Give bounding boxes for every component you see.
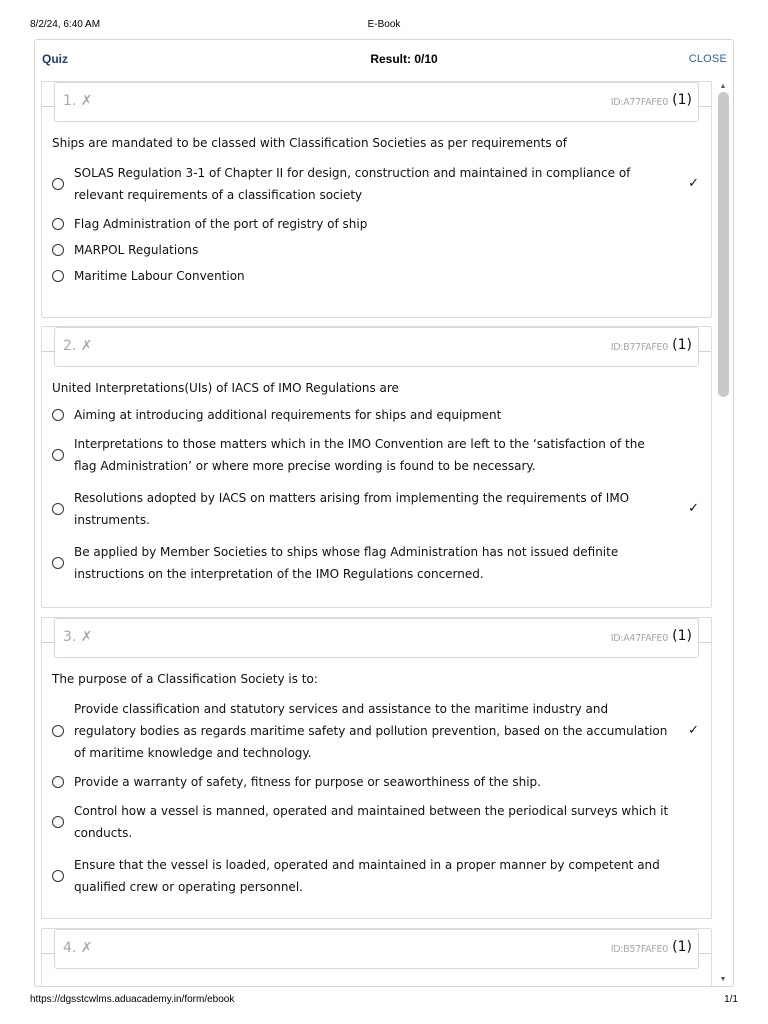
question-header xyxy=(42,82,711,130)
radio-icon[interactable] xyxy=(52,244,64,256)
option-label: SOLAS Regulation 3-1 of Chapter II for design, construction and maintained in compliance of relevant requirements of a classification society xyxy=(74,166,631,202)
option-item[interactable] xyxy=(42,402,711,428)
print-datetime: 8/2/24, 6:40 AM xyxy=(30,19,101,30)
print-footer xyxy=(30,994,738,1008)
quiz-title: Quiz xyxy=(42,52,68,66)
option-item[interactable] xyxy=(42,769,711,795)
radio-icon[interactable] xyxy=(52,776,64,788)
question-card-2 xyxy=(41,326,712,608)
option-label: Flag Administration of the port of registry of ship xyxy=(74,217,368,231)
option-item[interactable] xyxy=(42,536,711,590)
option-item[interactable] xyxy=(42,795,711,849)
radio-icon[interactable] xyxy=(52,557,64,569)
question-card-3 xyxy=(41,617,712,919)
option-item[interactable] xyxy=(42,237,711,263)
print-header xyxy=(30,19,738,33)
question-number: 3. ✗ xyxy=(63,629,93,645)
question-number: 2. ✗ xyxy=(63,338,93,354)
radio-icon[interactable] xyxy=(52,270,64,282)
radio-icon[interactable] xyxy=(52,816,64,828)
print-url: https://dgsstcwlms.aduacademy.in/form/ebook xyxy=(30,994,235,1005)
scroll-up-icon[interactable]: ▲ xyxy=(719,83,727,90)
close-button[interactable]: CLOSE xyxy=(688,53,727,65)
question-marks: (1) xyxy=(672,628,692,644)
scrollbar-thumb[interactable] xyxy=(718,92,729,397)
question-header xyxy=(42,929,711,977)
radio-icon[interactable] xyxy=(52,218,64,230)
quiz-window xyxy=(34,39,734,987)
option-label: Resolutions adopted by IACS on matters arising from implementing the requirements of IMO instruments. xyxy=(74,491,630,527)
checkmark-icon: ✓ xyxy=(688,501,699,516)
option-label: Ensure that the vessel is loaded, operated and maintained in a proper manner by competent and qualified crew or operating personnel. xyxy=(74,858,660,894)
question-id: ID:A47FAFE0 xyxy=(610,633,668,644)
radio-icon[interactable] xyxy=(52,178,64,190)
option-item[interactable] xyxy=(42,849,711,903)
option-item[interactable] xyxy=(42,263,711,289)
option-item[interactable] xyxy=(42,693,711,769)
scroll-down-icon[interactable]: ▼ xyxy=(719,976,727,983)
print-page-number: 1/1 xyxy=(724,994,738,1005)
question-marks: (1) xyxy=(672,337,692,353)
quiz-result: Result: 0/10 xyxy=(370,52,438,66)
question-header xyxy=(42,327,711,375)
option-label: Interpretations to those matters which in the IMO Convention are left to the ‘satisfaction of the flag Administration’ or where more precise wording is found to be necessary. xyxy=(74,437,645,473)
print-title: E-Book xyxy=(367,19,401,30)
questions-list xyxy=(35,80,734,987)
vertical-scrollbar[interactable] xyxy=(716,80,730,987)
option-item[interactable] xyxy=(42,211,711,237)
quiz-topbar xyxy=(35,40,733,80)
option-label: Be applied by Member Societies to ships whose flag Administration has not issued definite instructions on the interpretation of the IMO Regulations concerned. xyxy=(74,545,619,581)
options-list xyxy=(42,396,711,594)
option-item[interactable] xyxy=(42,482,711,536)
option-label: MARPOL Regulations xyxy=(74,243,199,257)
options-list xyxy=(42,687,711,907)
question-card-4 xyxy=(41,928,712,987)
question-header xyxy=(42,618,711,666)
option-item[interactable] xyxy=(42,157,711,211)
radio-icon[interactable] xyxy=(52,409,64,421)
question-id: ID:B77FAFE0 xyxy=(610,342,668,353)
question-number: 1. ✗ xyxy=(63,93,93,109)
option-label: Provide a warranty of safety, fitness for purpose or seaworthiness of the ship. xyxy=(74,775,541,789)
question-text: Ships are mandated to be classed with Classification Societies as per requirements of xyxy=(52,136,567,150)
checkmark-icon: ✓ xyxy=(688,723,699,738)
question-number: 4. ✗ xyxy=(63,940,93,956)
options-list xyxy=(42,151,711,293)
question-id: ID:A77FAFE0 xyxy=(610,97,668,108)
radio-icon[interactable] xyxy=(52,870,64,882)
question-text: The purpose of a Classification Society is to: xyxy=(52,672,318,686)
question-marks: (1) xyxy=(672,939,692,955)
option-label: Aiming at introducing additional requirements for ships and equipment xyxy=(74,408,502,422)
option-item[interactable] xyxy=(42,428,711,482)
radio-icon[interactable] xyxy=(52,503,64,515)
question-id: ID:B57FAFE0 xyxy=(610,944,668,955)
radio-icon[interactable] xyxy=(52,725,64,737)
question-marks: (1) xyxy=(672,92,692,108)
option-label: Control how a vessel is manned, operated and maintained between the periodical surveys which it conducts. xyxy=(74,804,669,840)
checkmark-icon: ✓ xyxy=(688,176,699,191)
option-label: Provide classification and statutory services and assistance to the maritime industry and regulatory bodies as regards maritime safety and pollution prevention, based on the accumulation of maritime knowledge and technology. xyxy=(74,702,668,760)
question-text: United Interpretations(UIs) of IACS of IMO Regulations are xyxy=(52,381,399,395)
radio-icon[interactable] xyxy=(52,449,64,461)
question-card-1 xyxy=(41,81,712,318)
option-label: Maritime Labour Convention xyxy=(74,269,245,283)
